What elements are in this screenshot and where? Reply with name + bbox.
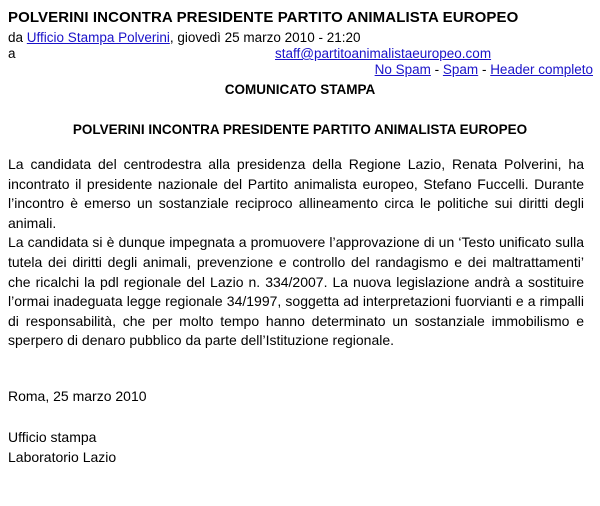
sender-link[interactable]: Ufficio Stampa Polverini (26, 30, 170, 45)
spam-link[interactable]: Spam (442, 62, 479, 77)
signature (8, 428, 116, 467)
body-paragraph: La candidata si è dunque impegnata a promuovere l’approvazione di un ‘Testo unificato sulla tutela dei diritti degli animali, prevenzione e controllo del randagismo e dei maltrattamenti’ che ricalchi la pdl regionale del Lazio n. 334/2007. La nuova legislazione andrà a sostituire l’ormai inadeguata legge regionale 34/1997, soggetta ad interpretazioni fuorvianti e a rimpalli di responsabilità, che per molto tempo hanno determinato un sostanziale immobilismo e sperpero di denaro pubblico da parte dell’Istituzione regionale. (8, 234, 584, 349)
separator: - (478, 62, 491, 77)
press-release-heading: COMUNICATO STAMPA (224, 82, 376, 97)
recipient-link[interactable]: staff@partitoanimalistaeuropeo.com (275, 46, 492, 61)
no-spam-link[interactable]: No Spam (374, 62, 431, 77)
from-line (8, 30, 593, 46)
signature-line: Laboratorio Lazio (8, 448, 117, 465)
full-header-link[interactable]: Header completo (490, 62, 593, 77)
to-prefix: a (8, 46, 16, 61)
email-subject: POLVERINI INCONTRA PRESIDENTE PARTITO ANIMALISTA EUROPEO (8, 9, 519, 26)
message-body (8, 155, 584, 351)
email-header (8, 30, 593, 78)
separator: - (430, 62, 443, 77)
to-line (8, 46, 593, 62)
signature-line: Ufficio stampa (8, 429, 97, 445)
sent-date: , giovedì 25 marzo 2010 - 21:20 (169, 30, 361, 45)
date-line: Roma, 25 marzo 2010 (8, 388, 147, 404)
press-release-title: POLVERINI INCONTRA PRESIDENTE PARTITO ANIMALISTA EUROPEO (72, 122, 528, 137)
from-prefix: da (8, 30, 24, 45)
message-actions (8, 62, 593, 78)
body-paragraph: La candidata del centrodestra alla presidenza della Regione Lazio, Renata Polverini, ha incontrato il presidente nazionale del Partito animalista europeo, Stefano Fuccelli. Durante l’incontro è emerso un sostanziale reciproco allineamento circa le politiche sui diritti degli animali. (8, 156, 584, 231)
